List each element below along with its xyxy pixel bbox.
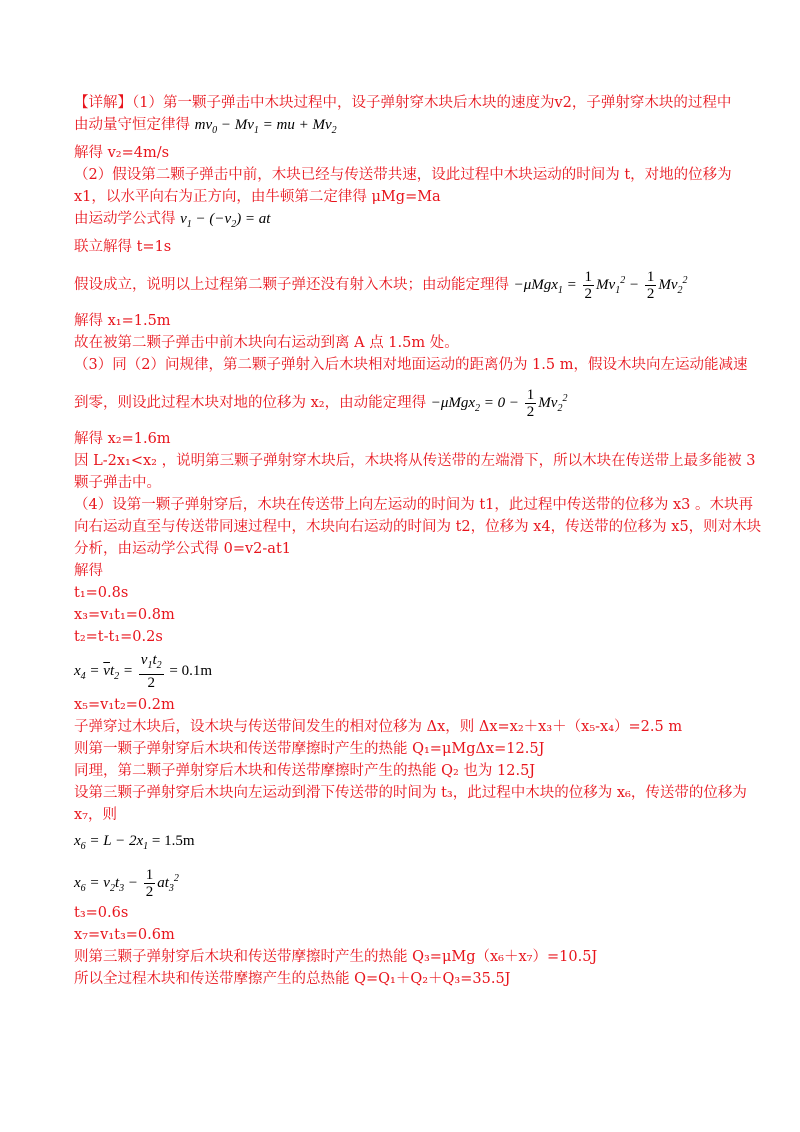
- text-line: t₁=0.8s: [74, 585, 129, 601]
- text-line: （4）设第一颗子弹射穿后，木块在传送带上向左运动的时间为 t1，此过程中传送带的位移为 x3 。木块再: [74, 497, 754, 513]
- line-prefix: 到零，则设此过程木块对地的位移为 x₂，由动能定理得: [74, 395, 427, 411]
- text-line: x₃=v₁t₁=0.8m: [74, 607, 175, 623]
- text-line: 解得: [74, 563, 103, 579]
- line-prefix: 假设成立，说明以上过程第二颗子弹还没有射入木块；由动能定理得: [74, 277, 509, 293]
- text-line: 向右运动直至与传送带同速过程中，木块向右运动的时间为 t2，位移为 x4，传送带的位移为 x5，则对木块: [74, 519, 762, 535]
- text-line: 【详解】（1）第一颗子弹击中木块过程中，设子弹射穿木块后木块的速度为v2，子弹射穿木块的过程中: [74, 95, 732, 111]
- text-line: 所以全过程木块和传送带摩擦产生的总热能 Q=Q₁＋Q₂＋Q₃=35.5J: [74, 971, 511, 987]
- text-line: （2）假设第二颗子弹击中前，木块已经与传送带共速，设此过程中木块运动的时间为 t，对地的位移为: [74, 167, 732, 183]
- work-energy-equation-1: −μMgx$_1$ = $\frac{1}{2}$ $Mv_1^2$ − $\frac{1}{2}$ $Mv_2^2$: [513, 269, 688, 303]
- equation-line: [74, 648, 734, 694]
- x6-length-equation: $x_6 = L - 2x_1 = 1.5m$: [74, 833, 195, 852]
- work-energy-equation-2: −μMgx$_2$ = 0 − $\frac{1}{2}$ $Mv_2^2$: [430, 387, 568, 421]
- line-prefix: 由运动学公式得: [74, 211, 176, 227]
- text-line: 解得 v₂=4m/s: [74, 145, 170, 161]
- text-line: [74, 376, 734, 422]
- equation-line: [74, 826, 734, 856]
- text-line: [74, 114, 734, 136]
- text-line: 解得 x₁=1.5m: [74, 313, 171, 329]
- text-line: t₃=0.6s: [74, 905, 129, 921]
- momentum-equation: $mv_0 - Mv_1$ = mu + $Mv_2$: [194, 117, 337, 136]
- text-line: 则第一颗子弹射穿后木块和传送带摩擦时产生的热能 Q₁=μMgΔx=12.5J: [74, 741, 545, 757]
- text-line: x₇，则: [74, 807, 117, 823]
- x6-kinematics-equation: $x_6 = v_2t_3$ − $\frac{1}{2}$ $at_3^2$: [74, 867, 179, 901]
- text-line: （3）同（2）问规律，第二颗子弹射入后木块相对地面运动的距离仍为 1.5 m，假设木块向左运动能减速: [74, 357, 748, 373]
- text-line: x₇=v₁t₃=0.6m: [74, 927, 175, 943]
- text-line: 设第三颗子弹射穿后木块向左运动到滑下传送带的时间为 t₃，此过程中木块的位移为 x₆，传送带的位移为: [74, 785, 747, 801]
- text-line: t₂=t-t₁=0.2s: [74, 629, 163, 645]
- kinematics-equation: $v_1 - (-v_2)$ = at: [180, 211, 271, 230]
- text-line: 同理，第二颗子弹射穿后木块和传送带摩擦时产生的热能 Q₂ 也为 12.5J: [74, 763, 536, 779]
- text-line: 子弹穿过木块后，设木块与传送带间发生的相对位移为 Δx，则 Δx=x₂＋x₃＋（x₅-x₄）=2.5 m: [74, 719, 683, 735]
- x4-equation: $x_4 = \overline{v}t_2$ = $\frac{v_1t_2}{2}$ = 0.1m: [74, 652, 212, 692]
- text-line: [74, 258, 734, 304]
- text-line: 故在被第二颗子弹击中前木块向右运动到离 A 点 1.5m 处。: [74, 335, 459, 351]
- text-line: x1，以水平向右为正方向，由牛顿第二定律得 μMg=Ma: [74, 189, 441, 205]
- text-line: 因 L-2x₁<x₂ ，说明第三颗子弹射穿木块后，木块将从传送带的左端滑下，所以木块在传送带上最多能被 3: [74, 453, 756, 469]
- text-line: 分析，由运动学公式得 0=v2-at1: [74, 541, 291, 557]
- text-line: [74, 208, 734, 230]
- text-line: 联立解得 t=1s: [74, 239, 172, 255]
- equation-line: [74, 856, 734, 902]
- text-line: 则第三颗子弹射穿后木块和传送带摩擦时产生的热能 Q₃=μMg（x₆＋x₇）=10.5J: [74, 949, 598, 965]
- line-prefix: 由动量守恒定律得: [74, 117, 190, 133]
- text-line: 颗子弹击中。: [74, 475, 161, 491]
- solution-text: [74, 92, 762, 990]
- text-line: x₅=v₁t₂=0.2m: [74, 697, 175, 713]
- text-line: 解得 x₂=1.6m: [74, 431, 171, 447]
